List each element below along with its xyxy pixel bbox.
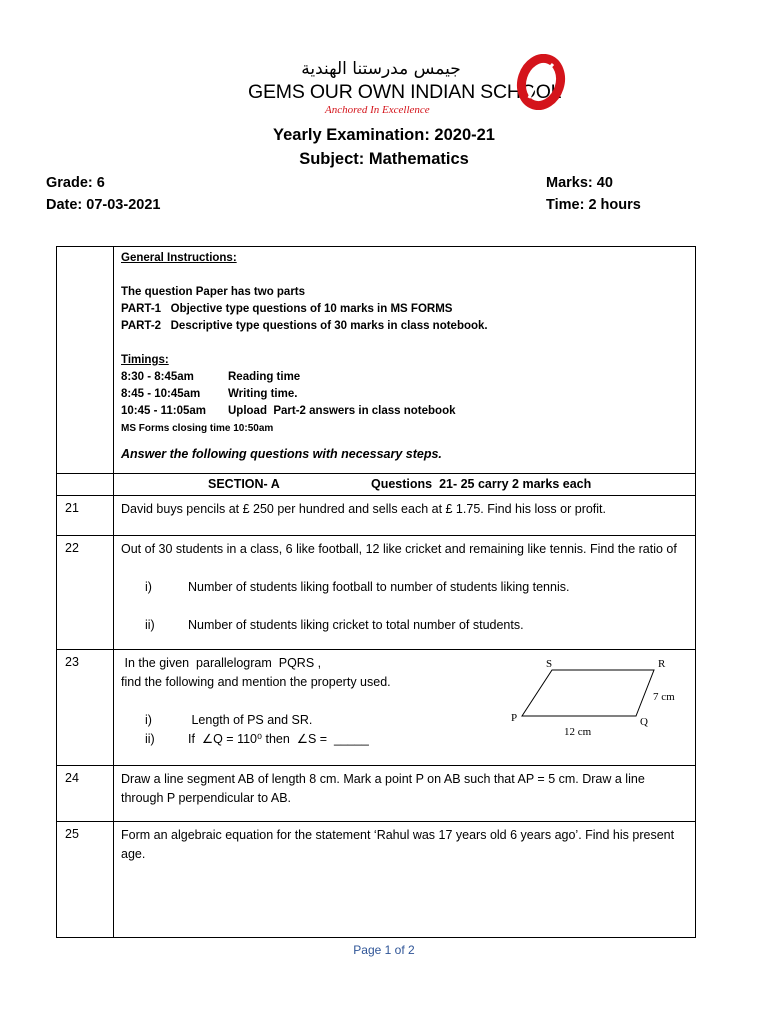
- side-label-qr: 7 cm: [653, 691, 675, 703]
- question-text: David buys pencils at £ 250 per hundred and sells each at £ 1.75. Find his loss or profit.: [114, 496, 696, 536]
- question-number: 24: [57, 766, 114, 822]
- subpart-text: If ∠Q = 110⁰ then ∠S = _____: [188, 732, 369, 746]
- section-name: SECTION- A: [208, 477, 280, 491]
- subpart-label: i): [145, 580, 152, 594]
- instructions-part1: PART-1 Objective type questions of 10 marks in MS FORMS: [121, 303, 453, 315]
- question-text: In the given parallelogram PQRS ,: [121, 656, 322, 670]
- question-row: [57, 496, 696, 536]
- question-number: 25: [57, 822, 114, 938]
- timing-activity: Writing time.: [228, 388, 298, 400]
- question-subpart: [121, 578, 687, 597]
- vertex-label-q: Q: [640, 716, 648, 728]
- question-number: 21: [57, 496, 114, 536]
- school-name: GEMS OUR OWN INDIAN SCHOOL: [248, 81, 562, 103]
- school-header: [245, 58, 575, 120]
- vertex-label-r: R: [658, 658, 666, 670]
- instructions-heading: General Instructions:: [121, 252, 237, 264]
- instructions-part2: PART-2 Descriptive type questions of 30 marks in class notebook.: [121, 320, 488, 332]
- instructions-row: [57, 247, 696, 474]
- subpart-label: ii): [145, 618, 155, 632]
- question-text: find the following and mention the property used.: [121, 675, 391, 689]
- vertex-label-s: S: [546, 658, 553, 670]
- timing-time: 8:30 - 8:45am: [121, 371, 194, 383]
- question-row: [57, 650, 696, 766]
- question-text: Out of 30 students in a class, 6 like football, 12 like cricket and remaining like tennis. Find the ratio of: [121, 542, 677, 556]
- timing-row: [121, 386, 687, 403]
- timing-row: [121, 369, 687, 386]
- school-tagline: Anchored In Excellence: [325, 104, 430, 116]
- subpart-text: Length of PS and SR.: [188, 713, 313, 727]
- timings-heading: Timings:: [121, 354, 169, 366]
- subpart-label: i): [145, 713, 152, 727]
- section-row: [57, 474, 696, 496]
- timing-activity: Reading time: [228, 371, 301, 383]
- question-text: Form an algebraic equation for the statement ‘Rahul was 17 years old 6 years ago’. Find his present age.: [114, 822, 696, 938]
- subpart-label: ii): [145, 732, 155, 746]
- exam-date: Date: 07-03-2021: [46, 197, 161, 213]
- question-number: 23: [57, 650, 114, 766]
- ms-forms-closing: MS Forms closing time 10:50am: [121, 423, 274, 434]
- side-label-pq: 12 cm: [564, 726, 592, 738]
- timing-time: 10:45 - 11:05am: [121, 405, 207, 417]
- grade: Grade: 6: [46, 175, 105, 191]
- question-subpart: [121, 616, 687, 635]
- answer-note: Answer the following questions with necessary steps.: [121, 447, 442, 461]
- timing-row: [121, 403, 687, 420]
- instructions-intro: The question Paper has two parts: [121, 286, 306, 298]
- vertex-label-p: P: [511, 712, 518, 724]
- question-row: [57, 822, 696, 938]
- exam-duration: Time: 2 hours: [546, 197, 641, 213]
- question-number: 22: [57, 536, 114, 650]
- school-logo-icon: [513, 54, 569, 110]
- total-marks: Marks: 40: [546, 175, 613, 191]
- subpart-text: Number of students liking cricket to total number of students.: [188, 618, 524, 632]
- question-text: Draw a line segment AB of length 8 cm. Mark a point P on AB such that AP = 5 cm. Draw a line through P perpendicular to AB.: [114, 766, 696, 822]
- section-info: Questions 21- 25 carry 2 marks each: [371, 477, 592, 491]
- page-number: Page 1 of 2: [353, 943, 415, 957]
- general-instructions: [114, 247, 696, 474]
- timing-time: 8:45 - 10:45am: [121, 388, 201, 400]
- question-row: [57, 536, 696, 650]
- parallelogram-figure: [506, 658, 686, 738]
- question-row: [57, 766, 696, 822]
- school-name-arabic: جيمس مدرستنا الهندية: [301, 59, 461, 79]
- exam-subject: Subject: Mathematics: [299, 150, 469, 168]
- subpart-text: Number of students liking football to number of students liking tennis.: [188, 580, 570, 594]
- exam-title: Yearly Examination: 2020-21: [273, 126, 495, 144]
- question-table: [56, 246, 696, 938]
- timing-activity: Upload Part-2 answers in class notebook: [228, 405, 456, 417]
